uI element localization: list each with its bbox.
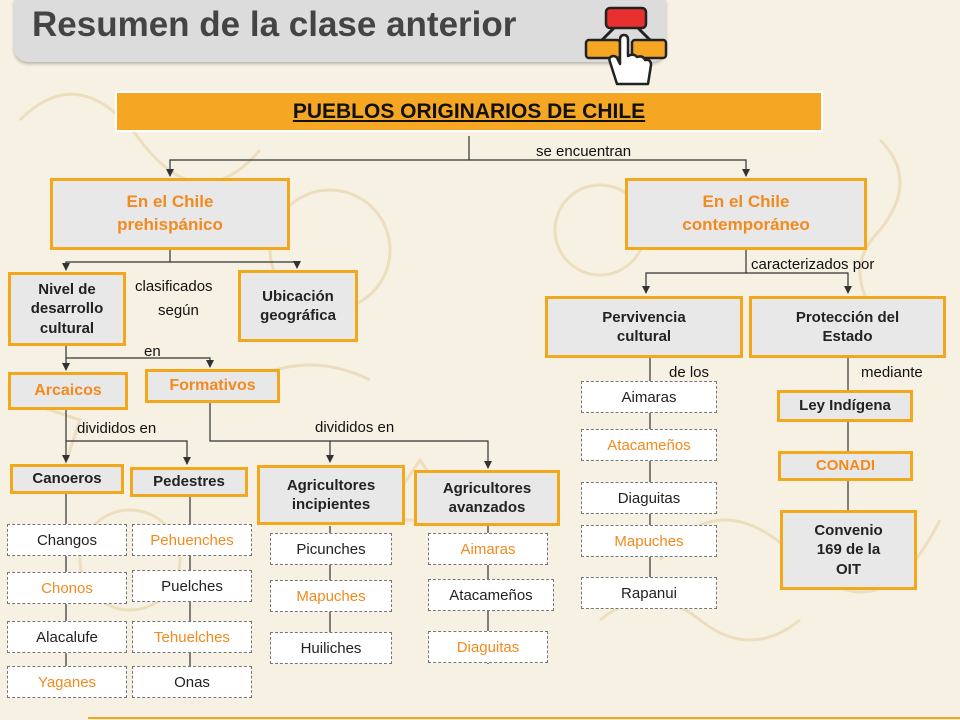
node-ley-label: Ley Indígena xyxy=(799,397,891,415)
main-title-banner xyxy=(115,91,823,132)
node-convenio-line1: Convenio xyxy=(814,521,883,539)
node-prehispanico xyxy=(50,178,290,250)
node-contemporaneo-line1: En el Chile xyxy=(702,192,790,212)
list-item xyxy=(581,381,717,413)
list-item xyxy=(428,579,554,611)
node-nivel-line2: desarrollo xyxy=(30,300,104,318)
node-proteccion-line1: Protección del xyxy=(795,308,900,326)
label-clasificados: clasificados xyxy=(135,278,213,295)
list-item-label: Onas xyxy=(174,673,210,691)
node-ley-indigena xyxy=(777,390,913,422)
node-contemporaneo-line2: contemporáneo xyxy=(682,215,810,234)
list-item xyxy=(581,577,717,609)
list-item xyxy=(270,580,392,612)
node-arcaicos xyxy=(8,372,128,410)
label-divididos-en-right: divididos en xyxy=(315,419,395,436)
node-proteccion xyxy=(749,296,946,358)
list-item-label: Atacameños xyxy=(449,586,533,604)
list-item xyxy=(428,533,548,565)
list-item xyxy=(7,621,127,653)
node-nivel-desarrollo xyxy=(8,272,126,346)
list-item-label: Diaguitas xyxy=(617,489,681,507)
node-convenio-line3: OIT xyxy=(836,560,861,578)
list-item-label: Atacameños xyxy=(607,436,691,454)
list-item-label: Alacalufe xyxy=(36,628,98,646)
list-item-label: Changos xyxy=(36,531,98,549)
list-item xyxy=(7,524,127,556)
node-canoeros xyxy=(10,464,124,494)
list-item-label: Pehuenches xyxy=(150,531,234,549)
node-agric-incipientes xyxy=(257,465,405,525)
node-ubicacion xyxy=(238,270,358,342)
node-prehispanico-line2: prehispánico xyxy=(117,215,223,234)
node-avanzados-line1: Agricultores xyxy=(442,479,532,497)
label-mediante: mediante xyxy=(861,364,923,381)
header-bar xyxy=(14,0,666,62)
list-item-label: Diaguitas xyxy=(456,638,520,656)
node-convenio-line2: 169 de la xyxy=(816,541,881,559)
list-item-label: Picunches xyxy=(296,540,366,558)
list-item xyxy=(581,482,717,514)
node-pedestres-label: Pedestres xyxy=(153,473,225,491)
list-item xyxy=(270,533,392,565)
node-canoeros-label: Canoeros xyxy=(32,470,102,488)
node-formativos-label: Formativos xyxy=(169,376,256,394)
label-segun: según xyxy=(158,302,199,319)
node-pervivencia xyxy=(545,296,743,358)
node-arcaicos-label: Arcaicos xyxy=(34,381,102,399)
list-item-label: Mapuches xyxy=(614,532,684,550)
node-contemporaneo xyxy=(625,178,867,250)
list-item xyxy=(132,621,252,653)
list-item xyxy=(132,570,252,602)
label-de-los: de los xyxy=(669,364,710,381)
list-item xyxy=(270,632,392,664)
node-proteccion-line2: Estado xyxy=(822,328,873,345)
label-divididos-en-left: divididos en xyxy=(77,420,157,437)
list-item xyxy=(581,525,717,557)
node-formativos xyxy=(145,369,280,403)
node-pervivencia-line1: Pervivencia xyxy=(602,308,686,326)
node-incipientes-line2: incipientes xyxy=(291,496,371,513)
list-item-label: Aimaras xyxy=(621,388,677,406)
list-item-label: Tehuelches xyxy=(154,628,230,646)
node-ubicacion-line1: Ubicación xyxy=(262,287,334,305)
node-nivel-line1: Nivel de xyxy=(38,280,96,298)
node-pedestres xyxy=(130,467,248,497)
list-item xyxy=(7,666,127,698)
page-title: Resumen de la clase anterior xyxy=(32,5,517,44)
node-ubicacion-line2: geográfica xyxy=(260,307,336,324)
label-en: en xyxy=(144,343,161,360)
list-item-label: Huiliches xyxy=(300,639,362,657)
node-nivel-line3: cultural xyxy=(39,319,95,337)
label-caracterizados-por: caracterizados por xyxy=(751,256,875,273)
node-pervivencia-line2: cultural xyxy=(616,328,672,345)
node-avanzados-line2: avanzados xyxy=(448,499,526,516)
list-item xyxy=(581,429,717,461)
list-item-label: Chonos xyxy=(41,579,93,597)
label-se-encuentran: se encuentran xyxy=(536,143,632,160)
list-item xyxy=(132,666,252,698)
list-item-label: Mapuches xyxy=(296,587,366,605)
node-conadi-label: CONADI xyxy=(815,457,876,475)
flowchart-hand-icon xyxy=(584,4,668,88)
node-incipientes-line1: Agricultores xyxy=(286,476,376,494)
list-item-label: Puelches xyxy=(161,577,223,595)
list-item xyxy=(428,631,548,663)
list-item-label: Rapanui xyxy=(621,584,677,602)
node-convenio xyxy=(780,510,917,590)
list-item xyxy=(132,524,252,556)
list-item-label: Yaganes xyxy=(37,673,97,691)
main-title: PUEBLOS ORIGINARIOS DE CHILE xyxy=(292,99,646,123)
list-item-label: Aimaras xyxy=(460,540,516,558)
node-conadi xyxy=(778,451,913,481)
node-agric-avanzados xyxy=(414,470,560,526)
node-prehispanico-line1: En el Chile xyxy=(126,192,214,212)
list-item xyxy=(7,572,127,604)
